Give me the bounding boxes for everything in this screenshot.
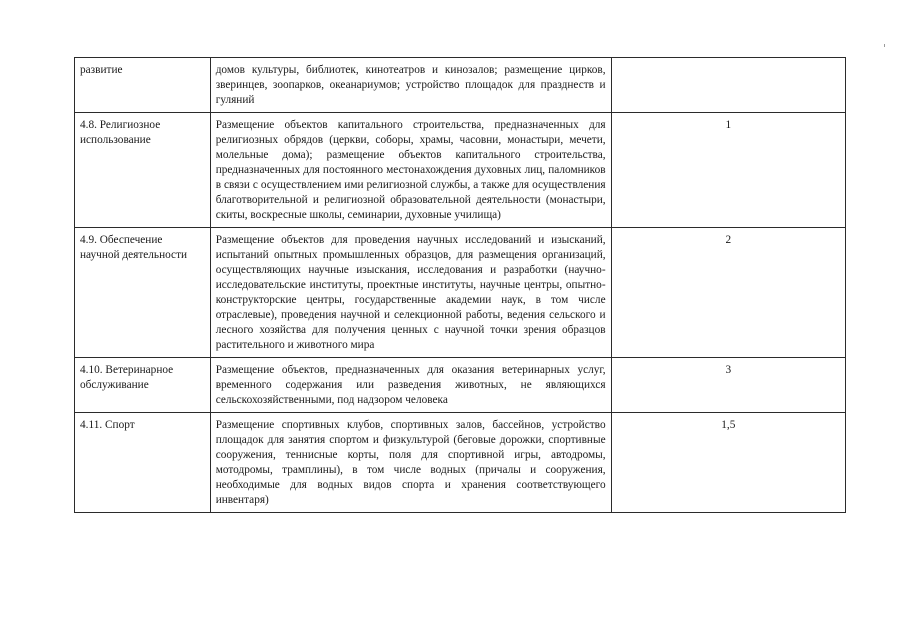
use-type-value: 1,5 xyxy=(611,413,845,513)
use-type-description: Размещение объектов капитального строительства, предназначенных для религиозных обрядов (церкви, соборы, храмы, часовни, монастыри, мечети, молельные дома); размещение объектов капитального строительства, предназначенных для постоянного местонахождения духовных лиц, паломников в связи с осуществлением ими религиозной службы, а также для осуществления благотворительной и религиозной образовательной деятельности (монастыри, скиты, воскресные школы, семинарии, духовные училища) xyxy=(210,113,611,228)
table-row xyxy=(75,58,846,113)
use-type-value: 3 xyxy=(611,358,845,413)
use-type-value: 1 xyxy=(611,113,845,228)
table-row xyxy=(75,113,846,228)
use-type-description: домов культуры, библиотек, кинотеатров и кинозалов; размещение цирков, зверинцев, зоопарков, океанариумов; устройство площадок для празднеств и гуляний xyxy=(210,58,611,113)
use-type-name: 4.9. Обеспечение научной деятельности xyxy=(75,228,211,358)
use-type-value xyxy=(611,58,845,113)
use-type-description: Размещение объектов для проведения научных исследований и изысканий, испытаний опытных промышленных образцов, для размещения организаций, осуществляющих научные изыскания, исследования и разработки (научно-исследовательские институты, проектные институты, научные центры, опытно-конструкторские центры, государственные академии наук, в том числе отраслевые), проведения научной и селекционной работы, ведения сельского и лесного хозяйства для получения ценных с научной точки зрения образцов растительного и животного мира xyxy=(210,228,611,358)
scan-margin-mark xyxy=(884,44,885,47)
use-type-name: развитие xyxy=(75,58,211,113)
table-row xyxy=(75,358,846,413)
use-type-description: Размещение спортивных клубов, спортивных залов, бассейнов, устройство площадок для занятия спортом и физкультурой (беговые дорожки, спортивные сооружения, теннисные корты, поля для спортивной игры, автодромы, мотодромы, трамплины), в том числе водных (причалы и сооружения, необходимые для водных видов спорта и хранения соответствующего инвентаря) xyxy=(210,413,611,513)
table-row xyxy=(75,228,846,358)
use-type-name: 4.11. Спорт xyxy=(75,413,211,513)
land-use-table xyxy=(74,57,846,513)
use-type-description: Размещение объектов, предназначенных для оказания ветеринарных услуг, временного содержания или разведения животных, не являющихся сельскохозяйственными, под надзором человека xyxy=(210,358,611,413)
table-row xyxy=(75,413,846,513)
use-type-name: 4.10. Ветеринарное обслуживание xyxy=(75,358,211,413)
use-type-value: 2 xyxy=(611,228,845,358)
use-type-name: 4.8. Религиозное использование xyxy=(75,113,211,228)
